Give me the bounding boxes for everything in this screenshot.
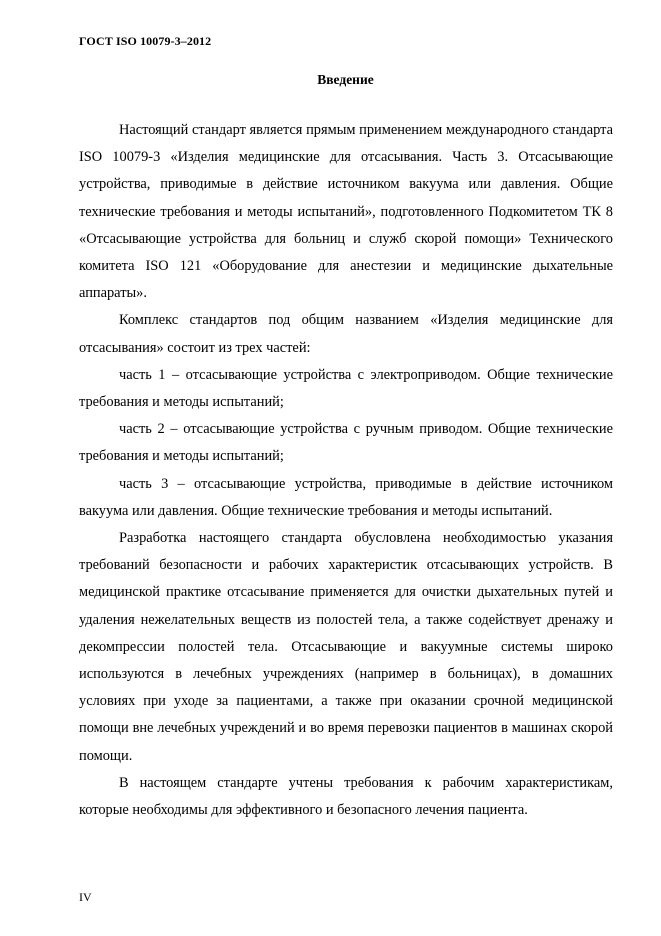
page-number: IV [79, 890, 92, 904]
paragraph-part-2: часть 2 – отсасывающие устройства с ручным приводом. Общие технические требования и методы испытаний; [79, 421, 613, 465]
document-header: ГОСТ ISO 10079-3–2012 [79, 34, 212, 48]
section-title: Введение [317, 72, 374, 87]
paragraph-intro: Настоящий стандарт является прямым применением международного стандарта ISO 10079-3 «Изделия медицинские для отсасывания. Часть 3. Отсасывающие устройства, приводимые в действие источником вакуума или давления. Общие технические требования и методы испытаний», подготовленного Подкомитетом ТК 8 «Отсасывающие устройства для больниц и служб скорой помощи» Технического комитета ISO 121 «Оборудование для анестезии и медицинские дыхательные аппараты». [79, 122, 613, 302]
paragraph-part-3: часть 3 – отсасывающие устройства, приводимые в действие источником вакуума или давления. Общие технические требования и методы испытаний. [79, 475, 613, 519]
paragraph-conclusion: В настоящем стандарте учтены требования к рабочим характеристикам, которые необходимы для эффективного и безопасного лечения пациента. [79, 774, 613, 819]
paragraph-rationale: Разработка настоящего стандарта обусловлена необходимостью указания требований безопасности и рабочих характеристик отсасывающих устройств. В медицинской практике отсасывание применяется для очистки дыхательных путей и удаления нежелательных веществ из полостей тела, а также содействует дренажу и декомпрессии полостей тела. Отсасывающие и вакуумные системы широко используются в лечебных учреждениях (например в больницах), в домашних условиях при уходе за пациентами, а также при оказании срочной медицинской помощи вне лечебных учреждений и во время перевозки пациентов в машинах скорой помощи. [79, 530, 613, 764]
paragraph-parts-intro: Комплекс стандартов под общим названием «Изделия медицинские для отсасывания» состоит из трех частей: [79, 312, 613, 356]
paragraph-part-1: часть 1 – отсасывающие устройства с электроприводом. Общие технические требования и методы испытаний; [79, 366, 613, 411]
document-body [79, 117, 613, 824]
